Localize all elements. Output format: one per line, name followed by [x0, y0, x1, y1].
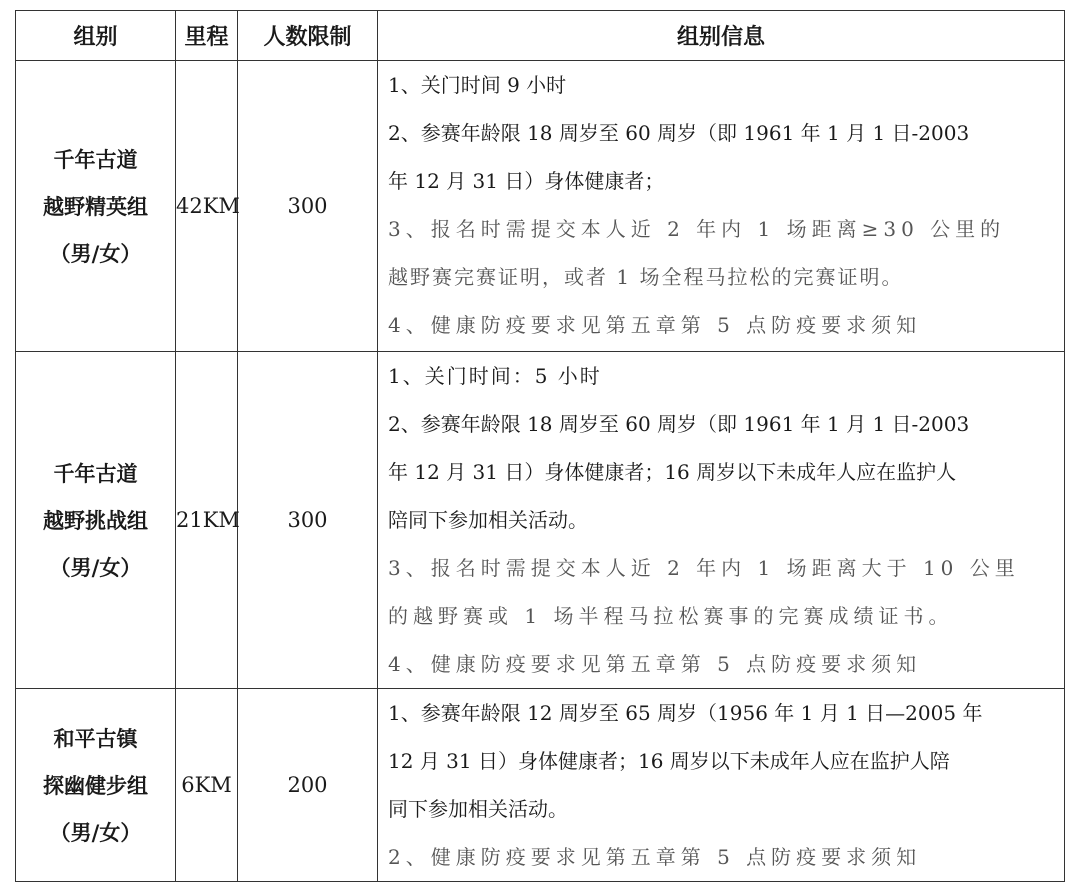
info-line: 年 12 月 31 日）身体健康者；16 周岁以下未成年人应在监护人	[388, 460, 957, 484]
info-line: 2、参赛年龄限 18 周岁至 60 周岁（即 1961 年 1 月 1 日-2003	[388, 121, 970, 145]
info-cell	[378, 689, 1065, 882]
group-name-line: 千年古道	[53, 146, 138, 172]
header-distance: 里程	[176, 11, 238, 61]
group-gender: （男/女）	[49, 240, 142, 266]
info-line: 同下参加相关活动。	[388, 797, 568, 821]
info-line: 的越野赛或 1 场半程马拉松赛事的完赛成绩证书。	[388, 604, 954, 628]
info-line: 12 月 31 日）身体健康者；16 周岁以下未成年人应在监护人陪	[388, 749, 950, 773]
group-name-line: 越野精英组	[43, 193, 148, 219]
table-header-row	[16, 11, 1065, 61]
distance-cell: 21KM	[176, 352, 238, 689]
info-line: 3、报名时需提交本人近 2 年内 1 场距离≥30 公里的	[388, 217, 1006, 241]
group-name-line: 探幽健步组	[43, 772, 148, 798]
group-cell	[16, 61, 176, 352]
group-name-line: 越野挑战组	[43, 507, 148, 533]
info-cell	[378, 61, 1065, 352]
info-line: 4、健康防疫要求见第五章第 5 点防疫要求须知	[388, 652, 922, 676]
limit-cell: 300	[238, 61, 378, 352]
header-group: 组别	[16, 11, 176, 61]
table-row	[16, 352, 1065, 689]
limit-cell: 200	[238, 689, 378, 882]
info-line: 越野赛完赛证明，或者 1 场全程马拉松的完赛证明。	[388, 265, 904, 289]
header-info: 组别信息	[378, 11, 1065, 61]
table-row	[16, 61, 1065, 352]
info-line: 陪同下参加相关活动。	[388, 508, 588, 532]
info-line: 2、健康防疫要求见第五章第 5 点防疫要求须知	[388, 845, 922, 869]
info-line: 1、关门时间 9 小时	[388, 73, 567, 97]
limit-cell: 300	[238, 352, 378, 689]
group-gender: （男/女）	[49, 554, 142, 580]
distance-cell: 6KM	[176, 689, 238, 882]
info-cell	[378, 352, 1065, 689]
info-line: 年 12 月 31 日）身体健康者；	[388, 169, 665, 193]
distance-cell: 42KM	[176, 61, 238, 352]
info-line: 2、参赛年龄限 18 周岁至 60 周岁（即 1961 年 1 月 1 日-2003	[388, 412, 970, 436]
header-limit: 人数限制	[238, 11, 378, 61]
group-info-table	[15, 10, 1065, 882]
group-cell	[16, 352, 176, 689]
info-line: 1、参赛年龄限 12 周岁至 65 周岁（1956 年 1 月 1 日—2005 年	[388, 701, 983, 725]
group-gender: （男/女）	[49, 819, 142, 845]
info-line: 4、健康防疫要求见第五章第 5 点防疫要求须知	[388, 313, 922, 337]
group-name-line: 千年古道	[53, 460, 138, 486]
info-line: 1、关门时间：5 小时	[388, 364, 602, 388]
info-line: 3、报名时需提交本人近 2 年内 1 场距离大于 10 公里	[388, 556, 1020, 580]
group-cell	[16, 689, 176, 882]
table-row	[16, 689, 1065, 882]
group-name-line: 和平古镇	[53, 725, 138, 751]
